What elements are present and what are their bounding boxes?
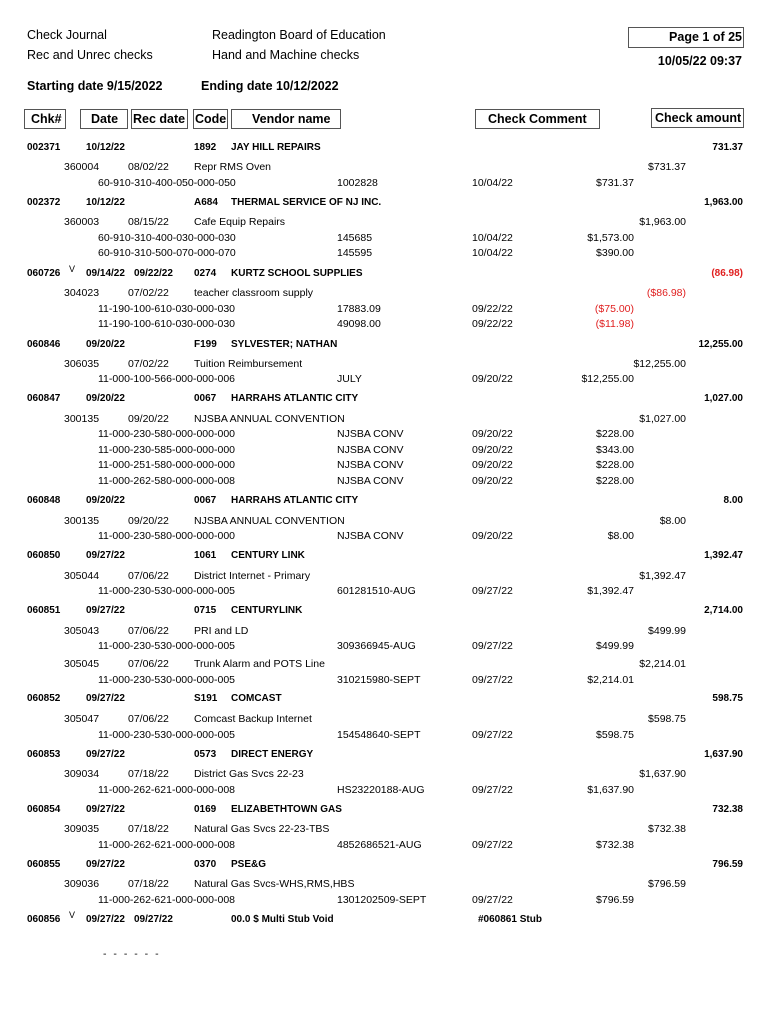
check-amount: 732.38 (712, 804, 743, 815)
invoice-amount: $1,963.00 (639, 216, 686, 228)
line-date: 09/20/22 (472, 428, 513, 440)
report-datetime: 10/05/22 09:37 (657, 54, 742, 68)
check-amount: 8.00 (723, 495, 743, 506)
account-number: 11-190-100-610-030-000-030 (98, 303, 235, 315)
check-date: 09/27/22 (86, 804, 125, 815)
check-date: 09/27/22 (86, 605, 125, 616)
check-amount: (86.98) (711, 268, 743, 279)
check-date: 09/20/22 (86, 339, 125, 350)
invoice-date: 07/06/22 (128, 658, 169, 670)
line-date: 09/20/22 (472, 373, 513, 385)
check-date: 09/27/22 (86, 749, 125, 760)
invoice-description: NJSBA ANNUAL CONVENTION (194, 515, 345, 527)
po-number: 304023 (64, 287, 100, 299)
reference: NJSBA CONV (337, 530, 404, 542)
account-number: 60-910-310-400-030-000-030 (98, 232, 236, 244)
code-column-header: Code (195, 112, 227, 126)
vendor-name: CENTURY LINK (231, 550, 305, 561)
line-amount: $796.59 (596, 894, 634, 906)
line-amount: $598.75 (596, 729, 634, 741)
page-number: Page 1 of 25 (669, 30, 742, 44)
line-date: 09/27/22 (472, 640, 513, 652)
check-number: 060850 (27, 550, 61, 561)
reconciled-date: 09/27/22 (134, 914, 173, 925)
line-amount: $12,255.00 (581, 373, 634, 385)
vendor-name: THERMAL SERVICE OF NJ INC. (231, 197, 382, 208)
po-number: 360004 (64, 161, 100, 173)
check-number: 060846 (27, 339, 61, 350)
check-amount: 1,963.00 (704, 197, 743, 208)
check-amount: 796.59 (712, 859, 743, 870)
po-number: 305043 (64, 625, 100, 637)
line-amount: ($11.98) (595, 318, 634, 330)
invoice-date: 07/18/22 (128, 878, 169, 890)
invoice-amount: $1,637.90 (639, 768, 686, 780)
check-amount: 598.75 (712, 693, 743, 704)
comment-column-header: Check Comment (488, 112, 587, 126)
po-number: 305045 (64, 658, 100, 670)
invoice-amount: $8.00 (659, 515, 686, 527)
vendor-code: 0169 (194, 804, 217, 815)
invoice-description: Cafe Equip Repairs (194, 216, 286, 228)
check-amount: 1,392.47 (704, 550, 743, 561)
invoice-amount: $796.59 (648, 878, 686, 890)
reference: 601281510-AUG (337, 585, 416, 597)
reference: NJSBA CONV (337, 428, 404, 440)
invoice-date: 07/06/22 (128, 625, 169, 637)
footer-dashes: - - - - - - (103, 948, 161, 960)
invoice-description: Comcast Backup Internet (194, 713, 312, 725)
line-amount: $2,214.01 (587, 674, 634, 686)
line-amount: $228.00 (596, 459, 634, 471)
vendor-code: 1892 (194, 142, 217, 153)
vendor-name: HARRAHS ATLANTIC CITY (231, 393, 359, 404)
check-number: 060855 (27, 859, 61, 870)
invoice-amount: $731.37 (648, 161, 686, 173)
vendor-name: PSE&G (231, 859, 267, 870)
reference: 310215980-SEPT (337, 674, 421, 686)
line-amount: $499.99 (596, 640, 634, 652)
check-comment: #060861 Stub (478, 914, 542, 925)
invoice-description: Natural Gas Svcs 22-23-TBS (194, 823, 330, 835)
invoice-amount: $1,392.47 (639, 570, 686, 582)
account-number: 11-190-100-610-030-000-030 (98, 318, 235, 330)
account-number: 11-000-262-580-000-000-008 (98, 475, 235, 487)
check-number: 060853 (27, 749, 61, 760)
check-number: 060852 (27, 693, 61, 704)
check-amount: 1,027.00 (704, 393, 743, 404)
check-amount: 1,637.90 (704, 749, 743, 760)
invoice-description: teacher classroom supply (194, 287, 314, 299)
reference: NJSBA CONV (337, 475, 404, 487)
po-number: 360003 (64, 216, 100, 228)
invoice-description: NJSBA ANNUAL CONVENTION (194, 413, 345, 425)
invoice-amount: ($86.98) (646, 287, 686, 299)
line-date: 09/27/22 (472, 784, 513, 796)
check-date: 09/20/22 (86, 495, 125, 506)
reference: HS23220188-AUG (337, 784, 425, 796)
vendor-column-header: Vendor name (252, 112, 331, 126)
invoice-date: 07/18/22 (128, 823, 169, 835)
void-marker: V (69, 264, 76, 274)
check-date: 09/14/22 (86, 268, 125, 279)
vendor-code: F199 (194, 339, 217, 350)
po-number: 309034 (64, 768, 100, 780)
check-number: 060847 (27, 393, 61, 404)
line-date: 09/27/22 (472, 585, 513, 597)
account-number: 11-000-230-585-000-000-000 (98, 444, 235, 456)
reference: 154548640-SEPT (337, 729, 421, 741)
line-date: 09/27/22 (472, 674, 513, 686)
vendor-code: 1061 (194, 550, 217, 561)
po-number: 305044 (64, 570, 100, 582)
line-date: 09/20/22 (472, 475, 513, 487)
check-number: 060848 (27, 495, 61, 506)
check-number: 060856 (27, 914, 61, 925)
amount-column-header: Check amount (655, 111, 742, 125)
check-date: 09/27/22 (86, 914, 125, 925)
vendor-name: ELIZABETHTOWN GAS (231, 804, 342, 815)
vendor-code: 0067 (194, 393, 217, 404)
account-number: 11-000-230-530-000-000-005 (98, 640, 235, 652)
line-amount: $1,573.00 (587, 232, 634, 244)
reference: 1301202509-SEPT (337, 894, 427, 906)
line-date: 10/04/22 (472, 247, 513, 259)
invoice-description: District Gas Svcs 22-23 (194, 768, 304, 780)
check-date: 10/12/22 (86, 197, 125, 208)
check-date: 09/27/22 (86, 550, 125, 561)
invoice-amount: $598.75 (648, 713, 686, 725)
reference: 4852686521-AUG (337, 839, 422, 851)
line-amount: $390.00 (596, 247, 634, 259)
check-date: 09/20/22 (86, 393, 125, 404)
po-number: 300135 (64, 515, 100, 527)
invoice-amount: $2,214.01 (639, 658, 686, 670)
reference: 309366945-AUG (337, 640, 416, 652)
line-amount: $1,637.90 (587, 784, 634, 796)
line-date: 09/20/22 (472, 530, 513, 542)
invoice-date: 07/02/22 (128, 358, 169, 370)
account-number: 11-000-230-580-000-000-000 (98, 530, 235, 542)
po-number: 309036 (64, 878, 100, 890)
invoice-date: 09/20/22 (128, 413, 169, 425)
vendor-name: JAY HILL REPAIRS (231, 142, 321, 153)
vendor-code: 0067 (194, 495, 217, 506)
reference: 1002828 (337, 177, 378, 189)
invoice-date: 09/20/22 (128, 515, 169, 527)
vendor-code: S191 (194, 693, 218, 704)
vendor-name: KURTZ SCHOOL SUPPLIES (231, 268, 363, 279)
invoice-description: PRI and LD (194, 625, 249, 637)
reference: NJSBA CONV (337, 444, 404, 456)
vendor-name: COMCAST (231, 693, 282, 704)
invoice-description: District Internet - Primary (194, 570, 311, 582)
line-amount: $731.37 (596, 177, 634, 189)
line-date: 10/04/22 (472, 232, 513, 244)
line-amount: $732.38 (596, 839, 634, 851)
account-number: 11-000-230-530-000-000-005 (98, 585, 235, 597)
line-date: 09/20/22 (472, 459, 513, 471)
invoice-description: Repr RMS Oven (194, 161, 272, 173)
void-marker: V (69, 910, 76, 920)
account-number: 11-000-262-621-000-000-008 (98, 839, 235, 851)
invoice-description: Natural Gas Svcs-WHS,RMS,HBS (194, 878, 355, 890)
line-amount: $228.00 (596, 475, 634, 487)
vendor-name: SYLVESTER; NATHAN (231, 339, 338, 350)
chk-column-header: Chk# (31, 112, 62, 126)
check-number: 060851 (27, 605, 61, 616)
account-number: 11-000-262-621-000-000-008 (98, 784, 235, 796)
line-amount: $228.00 (596, 428, 634, 440)
invoice-description: Tuition Reimbursement (194, 358, 303, 370)
invoice-amount: $732.38 (648, 823, 686, 835)
reference: 145595 (337, 247, 373, 259)
line-amount: ($75.00) (594, 303, 634, 315)
line-date: 10/04/22 (472, 177, 513, 189)
check-date: 10/12/22 (86, 142, 125, 153)
vendor-code: 0573 (194, 749, 217, 760)
vendor-code: A684 (194, 197, 218, 208)
invoice-date: 07/06/22 (128, 570, 169, 582)
line-date: 09/27/22 (472, 839, 513, 851)
line-date: 09/22/22 (472, 303, 513, 315)
account-number: 11-000-251-580-000-000-000 (98, 459, 235, 471)
account-number: 11-000-100-566-000-000-006 (98, 373, 235, 385)
invoice-amount: $12,255.00 (633, 358, 686, 370)
account-number: 11-000-230-580-000-000-000 (98, 428, 235, 440)
vendor-name: 00.0 $ Multi Stub Void (231, 914, 334, 925)
account-number: 11-000-230-530-000-000-005 (98, 674, 235, 686)
reference: 145685 (337, 232, 373, 244)
account-number: 60-910-310-500-070-000-070 (98, 247, 236, 259)
check-number: 002372 (27, 197, 61, 208)
account-number: 11-000-230-530-000-000-005 (98, 729, 235, 741)
report-subtitle: Rec and Unrec checks (27, 48, 153, 62)
reference: 49098.00 (337, 318, 381, 330)
date-column-header: Date (91, 112, 119, 126)
ending-date: Ending date 10/12/2022 (201, 79, 339, 93)
vendor-name: DIRECT ENERGY (231, 749, 314, 760)
account-number: 11-000-262-621-000-000-008 (98, 894, 235, 906)
check-date: 09/27/22 (86, 693, 125, 704)
reference: NJSBA CONV (337, 459, 404, 471)
line-date: 09/27/22 (472, 729, 513, 741)
invoice-date: 08/15/22 (128, 216, 169, 228)
vendor-code: 0370 (194, 859, 217, 870)
reference: 17883.09 (337, 303, 381, 315)
po-number: 309035 (64, 823, 100, 835)
check-amount: 2,714.00 (704, 605, 743, 616)
reconciled-date: 09/22/22 (134, 268, 173, 279)
invoice-date: 08/02/22 (128, 161, 169, 173)
po-number: 306035 (64, 358, 100, 370)
invoice-amount: $1,027.00 (639, 413, 686, 425)
account-number: 60-910-310-400-050-000-050 (98, 177, 236, 189)
check-amount: 12,255.00 (698, 339, 743, 350)
check-number: 002371 (27, 142, 61, 153)
reference: JULY (337, 373, 362, 385)
vendor-name: HARRAHS ATLANTIC CITY (231, 495, 359, 506)
report-title: Check Journal (27, 28, 107, 42)
line-amount: $8.00 (607, 530, 634, 542)
line-date: 09/22/22 (472, 318, 513, 330)
vendor-name: CENTURYLINK (231, 605, 303, 616)
invoice-date: 07/02/22 (128, 287, 169, 299)
line-amount: $1,392.47 (587, 585, 634, 597)
line-date: 09/27/22 (472, 894, 513, 906)
starting-date: Starting date 9/15/2022 (27, 79, 163, 93)
po-number: 300135 (64, 413, 100, 425)
po-number: 305047 (64, 713, 100, 725)
check-type-label: Hand and Machine checks (212, 48, 360, 62)
rec-date-column-header: Rec date (133, 112, 186, 126)
vendor-code: 0274 (194, 268, 217, 279)
vendor-code: 0715 (194, 605, 217, 616)
line-date: 09/20/22 (472, 444, 513, 456)
invoice-date: 07/18/22 (128, 768, 169, 780)
check-number: 060854 (27, 804, 61, 815)
check-amount: 731.37 (712, 142, 743, 153)
check-date: 09/27/22 (86, 859, 125, 870)
invoice-amount: $499.99 (648, 625, 686, 637)
invoice-date: 07/06/22 (128, 713, 169, 725)
line-amount: $343.00 (596, 444, 634, 456)
invoice-description: Trunk Alarm and POTS Line (194, 658, 325, 670)
check-number: 060726 (27, 268, 61, 279)
organization-name: Readington Board of Education (212, 28, 386, 42)
